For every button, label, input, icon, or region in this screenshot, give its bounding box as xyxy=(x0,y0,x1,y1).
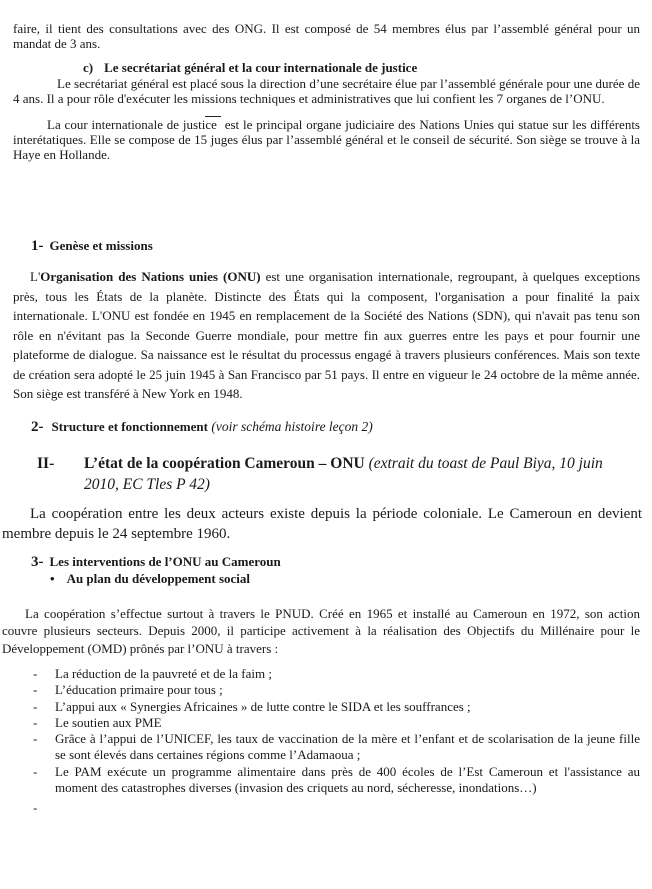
overline-artifact: ce xyxy=(205,116,221,132)
heading-2-note: (voir schéma histoire leçon 2) xyxy=(207,418,373,434)
heading-1-genese xyxy=(31,237,640,255)
heading-c-number: c) xyxy=(83,60,94,75)
heading-II-number: II- xyxy=(37,454,55,472)
list-item-text: Le soutien aux PME xyxy=(55,714,162,730)
heading-1-number: 1- xyxy=(31,238,44,254)
dash-marker: - xyxy=(33,682,38,698)
pnud-paragraph: La coopération s’effectue surtout à travers le PNUD. Créé en 1965 et installé au Cameroun en 1972, son action couvre plusieurs secteurs. Depuis 2000, il participe activement à la réalisation des Objectifs du Millénaire pour le Développement (OMD) prônés par l’ONU à travers : xyxy=(2,605,640,656)
bullet-developpement-social xyxy=(50,571,640,587)
heading-II-source-note: (extrait du toast de Paul Biya, 10 juin 2010, EC Tles P 42) xyxy=(84,454,603,493)
list-item-unicef xyxy=(33,731,640,764)
cour-paragraph-before: La cour internationale de justi xyxy=(47,117,206,132)
heading-3-number: 3- xyxy=(31,553,44,570)
heading-c-secretariat xyxy=(83,60,640,76)
heading-II-label: L’état de la coopération Cameroun – ONU xyxy=(84,454,369,472)
secretariat-paragraph: Le secrétariat général est placé sous la direction d’une secrétaire élue par l’assemblé générale pour une durée de 4 ans. Il a pour rôle d'exécuter les missions techniques et administratives que lui confient les 7 organes de l’ONU. xyxy=(13,76,640,106)
heading-c-label: Le secrétariat général et la cour internationale de justice xyxy=(104,60,418,75)
heading-2-structure xyxy=(31,418,640,436)
list-item-text: L’éducation primaire pour tous ; xyxy=(55,682,223,698)
list-item-pauvrete xyxy=(33,666,640,682)
interventions-list xyxy=(33,666,640,816)
list-item-text: L’appui aux « Synergies Africaines » de lutte contre le SIDA et les souffrances ; xyxy=(55,698,471,714)
dash-marker: - xyxy=(33,800,38,816)
genese-bold-onu: Organisation des Nations unies (ONU) xyxy=(40,269,261,284)
bullet-marker: • xyxy=(50,570,55,586)
heading-1-label: Genèse et missions xyxy=(49,238,153,253)
list-item-pme xyxy=(33,715,640,731)
heading-2-number: 2- xyxy=(31,418,44,435)
list-item-pam xyxy=(33,764,640,797)
dash-marker: - xyxy=(33,698,38,714)
list-item-text: La réduction de la pauvreté et de la faim ; xyxy=(55,666,272,681)
dash-marker: - xyxy=(33,763,38,779)
continuation-paragraph: faire, il tient des consultations avec des ONG. Il est composé de 54 membres élus par l’assemblé général pour un mandat de 3 ans. xyxy=(13,21,640,51)
list-item-synergies xyxy=(33,699,640,715)
heading-2-label: Structure et fonctionnement xyxy=(51,418,208,434)
genese-lead: L' xyxy=(30,269,41,284)
cooperation-paragraph: La coopération entre les deux acteurs existe depuis la période coloniale. Le Cameroun en devient membre depuis le 24 septembre 1960. xyxy=(2,505,642,542)
genese-paragraph xyxy=(13,267,640,404)
cour-paragraph-after: est le principal organe judiciaire des Nations Unies qui statue sur les différents interétatiques. Elle se compose de 15 juges élus par l’assemblé général et le conseil de sécurité. Son siège se trouve à la Haye en Hollande. xyxy=(13,117,640,162)
bullet-label: Au plan du développement social xyxy=(66,570,251,586)
list-item-text: Grâce à l’appui de l’UNICEF, les taux de vaccination de la mère et l’enfant et de scolarisation de la jeune fille se sont élevés dans certaines régions comme l’Adamaoua ; xyxy=(55,731,640,763)
list-item-education xyxy=(33,682,640,698)
list-item-text: Le PAM exécute un programme alimentaire dans près de 400 écoles de l’Est Cameroun et l'assistance au moment des catastrophes diverses (invasion des criquets au nord, sécheresse, inondations…) xyxy=(55,763,640,796)
heading-3-interventions xyxy=(31,554,640,570)
dash-marker: - xyxy=(33,666,38,681)
heading-3-label: Les interventions de l’ONU au Cameroun xyxy=(49,553,281,569)
heading-II-cooperation xyxy=(0,453,638,495)
cour-paragraph xyxy=(13,117,640,162)
dash-marker: - xyxy=(33,731,38,747)
genese-rest: est une organisation internationale, regroupant, à quelques exceptions près, tous les États de la planète. Distincte des États qui la composent, l'organisation a pour finalité la paix internationale. L'ONU est fondée en 1945 en remplacement de la Société des Nations (SDN), qui n'avait pas tenu son rôle en n'évitant pas la Seconde Guerre mondiale, pour mettre fin aux guerres entre les pays et pour fournir une plateforme de dialogue. Sa naissance est le résultat du processus engagé à travers plusieurs conférences. Mais son texte de création sera adopté le 25 juin 1945 à San Francisco par 51 pays. Il entre en vigueur le 24 octobre de la même année. Son siège est transféré à New York en 1948. xyxy=(13,269,641,401)
dash-marker: - xyxy=(33,714,38,730)
